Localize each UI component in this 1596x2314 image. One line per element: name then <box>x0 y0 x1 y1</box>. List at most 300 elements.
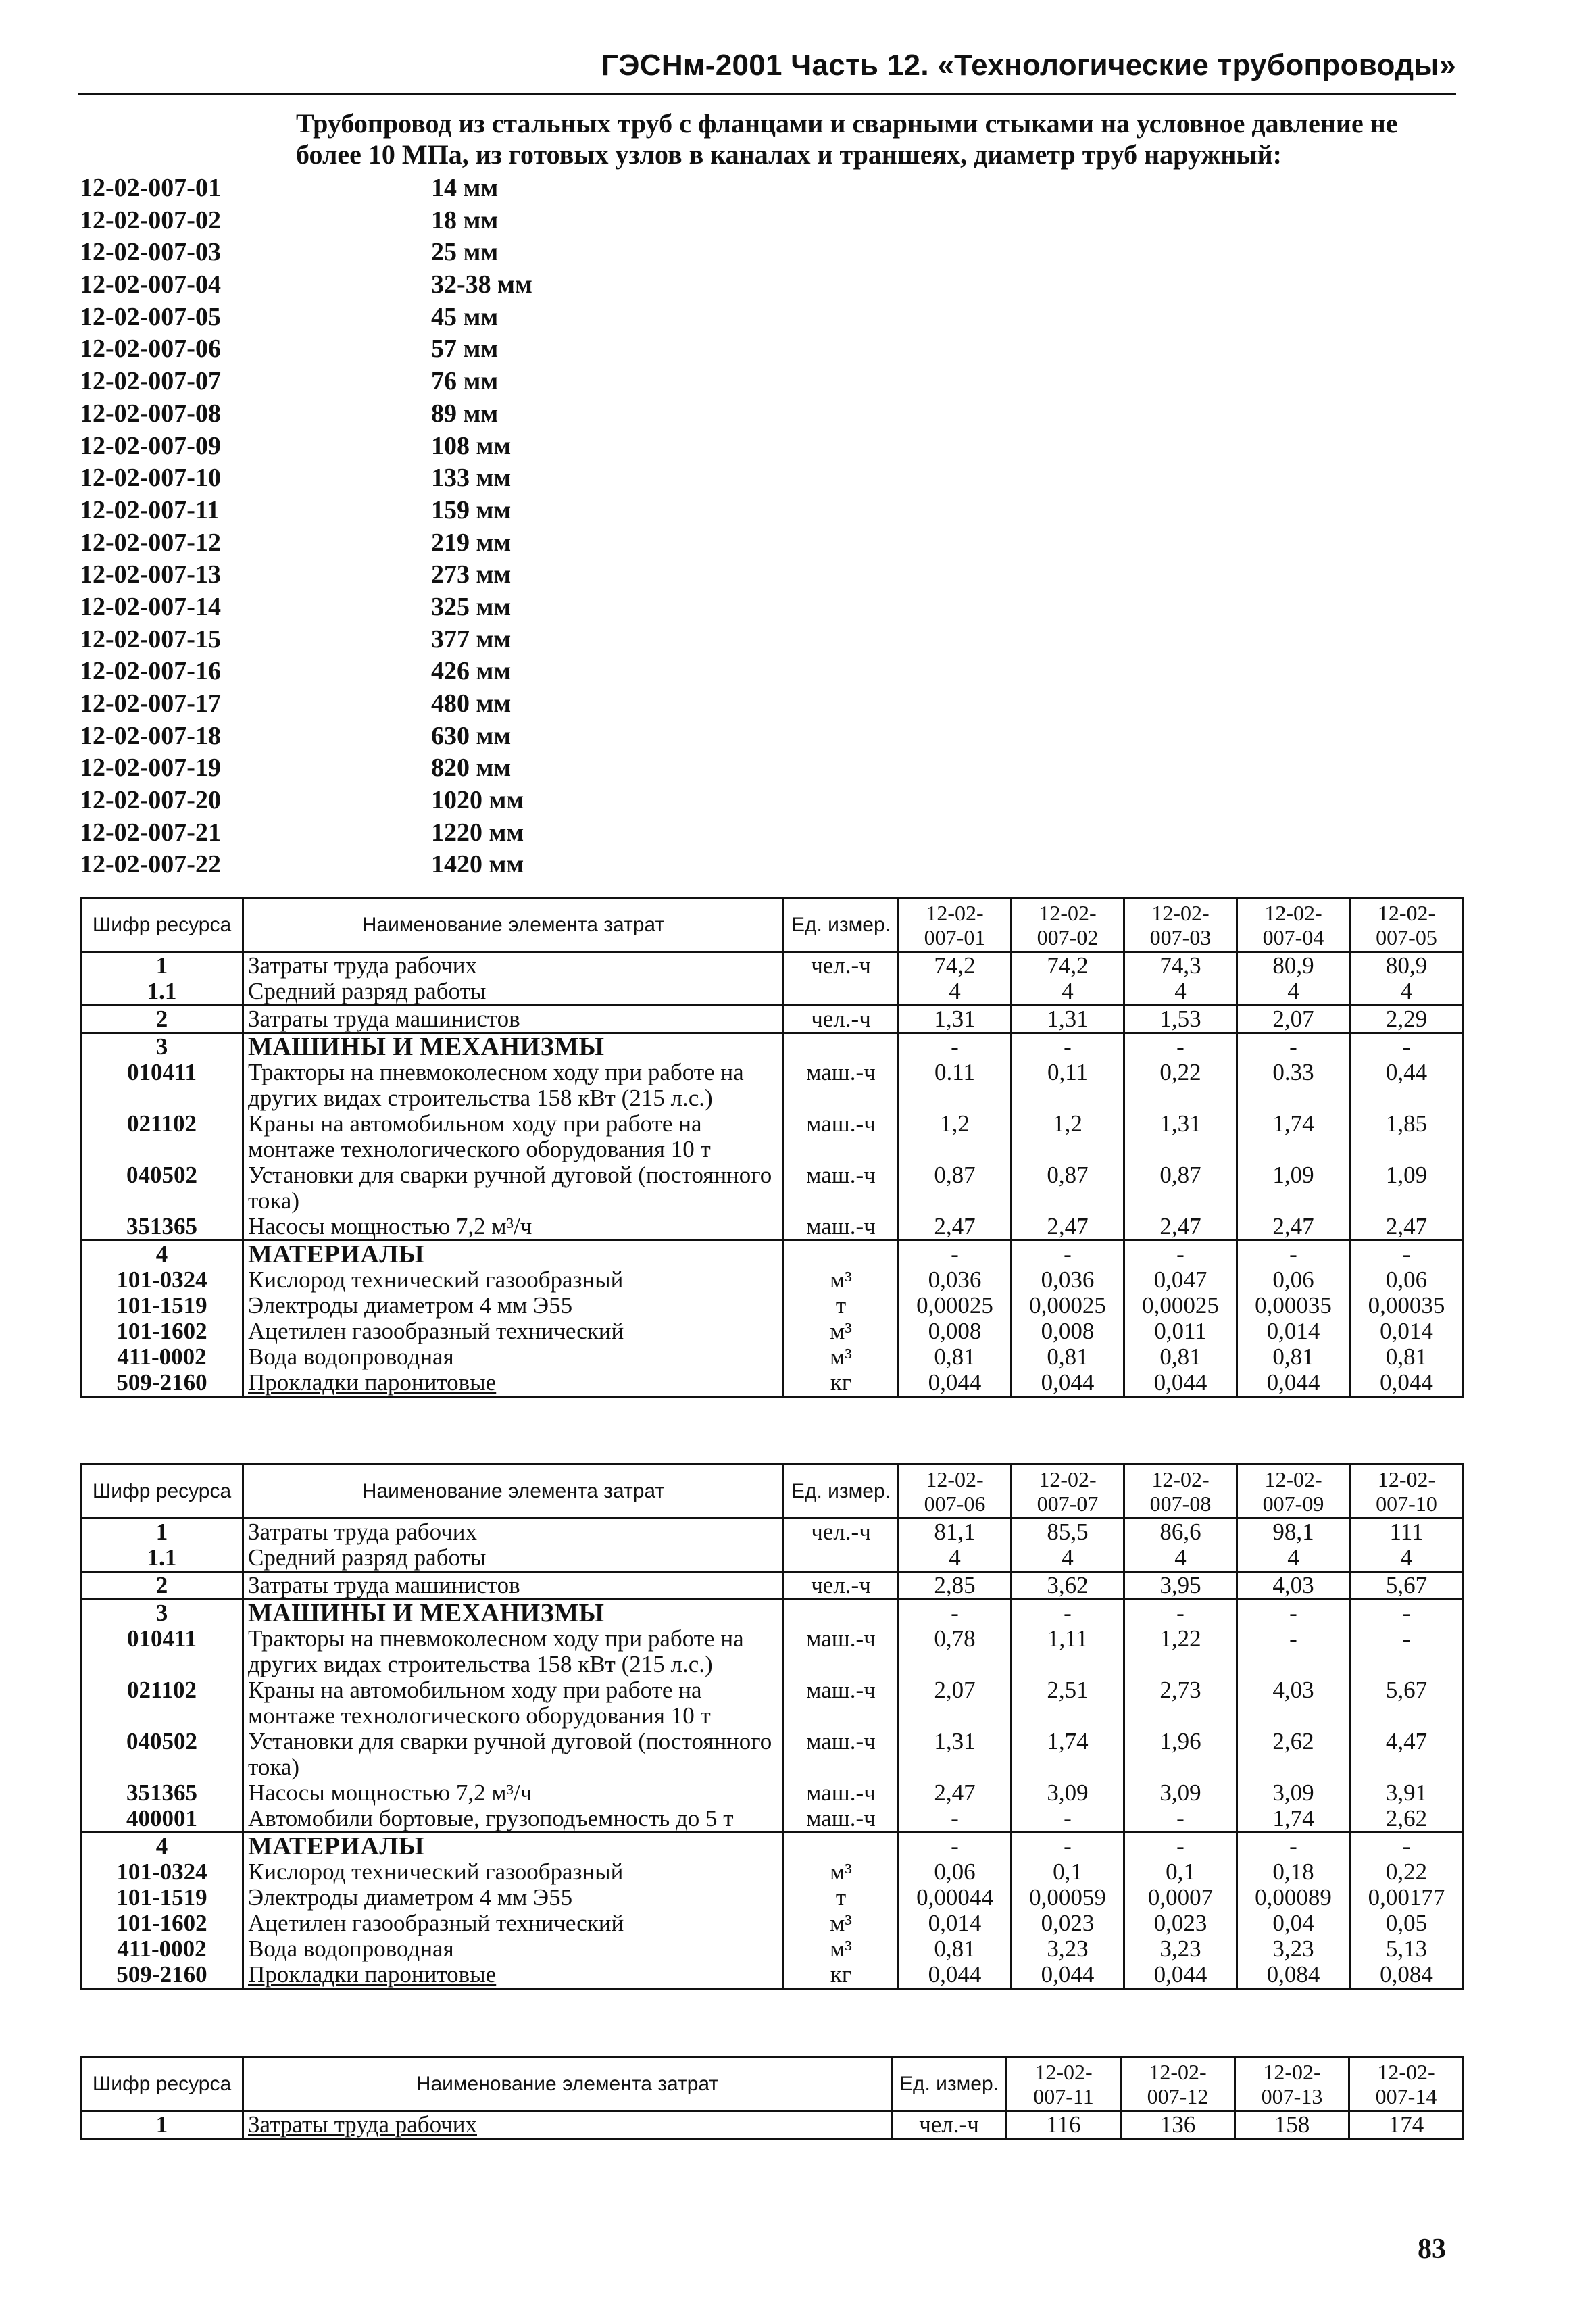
table-row <box>81 1729 1464 1780</box>
value-cell: 0,11 <box>1012 1060 1124 1111</box>
value-cell: 1,31 <box>1012 1006 1124 1033</box>
code-list-item <box>80 527 512 560</box>
value-cell: 0,22 <box>1124 1060 1237 1111</box>
value-cell: 2,47 <box>1124 1214 1237 1241</box>
unit-cell: м³ <box>784 1319 899 1344</box>
column-header-norm-code: 12-02- 007-07 <box>1012 1464 1124 1519</box>
value-cell: 5,13 <box>1350 1936 1464 1962</box>
value-cell: 1,31 <box>899 1006 1012 1033</box>
table-row <box>81 1214 1464 1241</box>
value-cell: 0,81 <box>1237 1344 1350 1370</box>
element-name-cell: Электроды диаметром 4 мм Э55 <box>243 1293 784 1319</box>
value-cell: 80,9 <box>1237 952 1350 979</box>
element-name-cell: Прокладки паронитовые <box>243 1962 784 1989</box>
element-name-cell: Электроды диаметром 4 мм Э55 <box>243 1885 784 1911</box>
element-name-cell: Тракторы на пневмоколесном ходу при работе на других видах строительства 158 кВт (215 л.с.) <box>243 1060 784 1111</box>
value-cell: - <box>1237 1033 1350 1060</box>
pipe-diameter: 76 мм <box>431 367 499 396</box>
value-cell: - <box>1124 1241 1237 1268</box>
element-name-cell: Насосы мощностью 7,2 м³/ч <box>243 1780 784 1806</box>
pipe-diameter: 57 мм <box>431 335 499 364</box>
value-cell: - <box>899 1241 1012 1268</box>
value-cell: 0,00025 <box>1124 1293 1237 1319</box>
value-cell: 4 <box>1350 979 1464 1006</box>
unit-cell: т <box>784 1293 899 1319</box>
code-list-item <box>80 752 512 785</box>
unit-cell: маш.-ч <box>784 1677 899 1729</box>
value-cell: - <box>1237 1833 1350 1860</box>
code-list-item <box>80 688 512 720</box>
value-cell: - <box>1012 1806 1124 1833</box>
value-cell: - <box>1350 1626 1464 1677</box>
pipe-diameter: 108 мм <box>431 431 512 460</box>
value-cell: 0,084 <box>1237 1962 1350 1989</box>
value-cell: - <box>1012 1241 1124 1268</box>
norm-code: 12-02-007-15 <box>80 624 221 654</box>
value-cell: 0,014 <box>1237 1319 1350 1344</box>
norm-code-list <box>80 172 532 881</box>
code-list-item <box>80 495 512 527</box>
column-header-norm-code: 12-02- 007-13 <box>1235 2057 1349 2111</box>
section-intro: Трубопровод из стальных труб с фланцами и сварными стыками на условное давление не более 10 МПа, из готовых узлов в каналах и траншеях, диаметр труб наружный: <box>296 108 1398 170</box>
unit-cell: кг <box>784 1370 899 1397</box>
element-name-cell: Затраты труда рабочих <box>243 1519 784 1546</box>
value-cell: 74,3 <box>1124 952 1237 979</box>
unit-cell: маш.-ч <box>784 1060 899 1111</box>
value-cell: 0,22 <box>1350 1859 1464 1885</box>
table-row <box>81 1111 1464 1162</box>
unit-cell: маш.-ч <box>784 1729 899 1780</box>
pipe-diameter: 159 мм <box>431 495 512 524</box>
table-row <box>81 1060 1464 1111</box>
table-row <box>81 1600 1464 1627</box>
column-header-norm-code: 12-02- 007-08 <box>1124 1464 1237 1519</box>
code-list-item <box>80 559 512 591</box>
code-list-item <box>80 849 524 881</box>
column-header-norm-code: 12-02- 007-11 <box>1007 2057 1121 2111</box>
norm-code: 12-02-007-01 <box>80 174 221 202</box>
element-name-cell: Тракторы на пневмоколесном ходу при работе на других видах строительства 158 кВт (215 л.с.) <box>243 1626 784 1677</box>
resource-code-cell: 3 <box>81 1033 243 1060</box>
pipe-diameter: 32-38 мм <box>431 270 532 299</box>
value-cell: 4,03 <box>1237 1677 1350 1729</box>
norm-code: 12-02-007-13 <box>80 560 221 589</box>
unit-cell <box>784 1241 899 1268</box>
element-name-cell: Затраты труда рабочих <box>243 952 784 979</box>
value-cell: 3,23 <box>1237 1936 1350 1962</box>
value-cell: 1,31 <box>899 1729 1012 1780</box>
pipe-diameter: 89 мм <box>431 399 499 428</box>
column-header-resource-code: Шифр ресурса <box>81 898 243 952</box>
value-cell: 0,00177 <box>1350 1885 1464 1911</box>
resource-code-cell: 351365 <box>81 1214 243 1241</box>
value-cell: 0,06 <box>1237 1267 1350 1293</box>
resource-table <box>80 2056 1464 2140</box>
value-cell: 1,31 <box>1124 1111 1237 1162</box>
unit-cell: м³ <box>784 1936 899 1962</box>
resource-code-cell: 021102 <box>81 1677 243 1729</box>
value-cell: - <box>1124 1600 1237 1627</box>
value-cell: - <box>1124 1833 1237 1860</box>
value-cell: 0,06 <box>1350 1267 1464 1293</box>
value-cell: 4 <box>899 1545 1012 1572</box>
table-row <box>81 1545 1464 1572</box>
table-row <box>81 952 1464 979</box>
value-cell: 0,78 <box>899 1626 1012 1677</box>
norm-code: 12-02-007-09 <box>80 431 221 460</box>
column-header-norm-code: 12-02- 007-14 <box>1349 2057 1464 2111</box>
value-cell: 0,81 <box>1012 1344 1124 1370</box>
column-header-element-name: Наименование элемента затрат <box>243 1464 784 1519</box>
column-header-resource-code: Шифр ресурса <box>81 2057 243 2111</box>
value-cell: 81,1 <box>899 1519 1012 1546</box>
resource-code-cell: 2 <box>81 1572 243 1600</box>
value-cell: 4 <box>1237 1545 1350 1572</box>
code-list-item <box>80 656 512 688</box>
value-cell: 174 <box>1349 2111 1464 2139</box>
value-cell: - <box>1012 1833 1124 1860</box>
column-header-norm-code: 12-02- 007-12 <box>1121 2057 1235 2111</box>
code-list-item <box>80 720 512 753</box>
table-row <box>81 1677 1464 1729</box>
table-row <box>81 1626 1464 1677</box>
element-name-cell: МАТЕРИАЛЫ <box>243 1241 784 1268</box>
value-cell: 0,18 <box>1237 1859 1350 1885</box>
value-cell: - <box>1124 1033 1237 1060</box>
pipe-diameter: 133 мм <box>431 464 512 493</box>
element-name-cell: Краны на автомобильном ходу при работе на монтаже технологического оборудования 10 т <box>243 1111 784 1162</box>
resource-code-cell: 101-1602 <box>81 1911 243 1936</box>
table-row <box>81 1885 1464 1911</box>
resource-code-cell: 351365 <box>81 1780 243 1806</box>
code-list-item <box>80 624 512 656</box>
code-list-item <box>80 333 499 366</box>
norm-code: 12-02-007-10 <box>80 464 221 493</box>
norm-code: 12-02-007-18 <box>80 721 221 750</box>
resource-code-cell: 010411 <box>81 1060 243 1111</box>
element-name-cell: Средний разряд работы <box>243 1545 784 1572</box>
value-cell: 0,023 <box>1124 1911 1237 1936</box>
value-cell: 0,00035 <box>1237 1293 1350 1319</box>
value-cell: 2,47 <box>1350 1214 1464 1241</box>
value-cell: 0,1 <box>1124 1859 1237 1885</box>
code-list-item <box>80 205 499 237</box>
unit-cell: чел.-ч <box>892 2111 1007 2139</box>
value-cell: 4,03 <box>1237 1572 1350 1600</box>
value-cell: 2,62 <box>1237 1729 1350 1780</box>
unit-cell: маш.-ч <box>784 1162 899 1214</box>
norm-code: 12-02-007-07 <box>80 367 221 396</box>
element-name-cell: МАШИНЫ И МЕХАНИЗМЫ <box>243 1600 784 1627</box>
pipe-diameter: 480 мм <box>431 689 512 718</box>
value-cell: 2,47 <box>899 1214 1012 1241</box>
value-cell: 1,2 <box>899 1111 1012 1162</box>
value-cell: 1,22 <box>1124 1626 1237 1677</box>
value-cell: 0,036 <box>899 1267 1012 1293</box>
value-cell: 0.33 <box>1237 1060 1350 1111</box>
element-name-cell: Затраты труда рабочих <box>243 2111 892 2139</box>
resource-code-cell: 101-0324 <box>81 1267 243 1293</box>
value-cell: 85,5 <box>1012 1519 1124 1546</box>
unit-cell: чел.-ч <box>784 1519 899 1546</box>
value-cell: 4,47 <box>1350 1729 1464 1780</box>
norm-code: 12-02-007-19 <box>80 754 221 783</box>
value-cell: 0,87 <box>1012 1162 1124 1214</box>
element-name-cell: Кислород технический газообразный <box>243 1859 784 1885</box>
resource-code-cell: 509-2160 <box>81 1370 243 1397</box>
pipe-diameter: 377 мм <box>431 624 512 654</box>
table-row <box>81 1293 1464 1319</box>
value-cell: 0,05 <box>1350 1911 1464 1936</box>
value-cell: 0,011 <box>1124 1319 1237 1344</box>
value-cell: 0,00089 <box>1237 1885 1350 1911</box>
pipe-diameter: 14 мм <box>431 174 499 202</box>
value-cell: 111 <box>1350 1519 1464 1546</box>
value-cell: 80,9 <box>1350 952 1464 979</box>
code-list-item <box>80 398 499 430</box>
value-cell: 0,1 <box>1012 1859 1124 1885</box>
resource-code-cell: 2 <box>81 1006 243 1033</box>
table-row <box>81 1936 1464 1962</box>
norm-code: 12-02-007-02 <box>80 205 221 235</box>
column-header-norm-code: 12-02- 007-06 <box>899 1464 1012 1519</box>
value-cell: 0,87 <box>899 1162 1012 1214</box>
value-cell: 5,67 <box>1350 1677 1464 1729</box>
value-cell: 4 <box>1012 979 1124 1006</box>
value-cell: 3,09 <box>1124 1780 1237 1806</box>
value-cell: 3,23 <box>1012 1936 1124 1962</box>
unit-cell <box>784 979 899 1006</box>
element-name-cell: Установки для сварки ручной дуговой (постоянного тока) <box>243 1162 784 1214</box>
value-cell: - <box>1350 1033 1464 1060</box>
resource-code-cell: 101-0324 <box>81 1859 243 1885</box>
unit-cell: м³ <box>784 1859 899 1885</box>
element-name-cell: Насосы мощностью 7,2 м³/ч <box>243 1214 784 1241</box>
table-row <box>81 1241 1464 1268</box>
norm-code: 12-02-007-04 <box>80 270 221 299</box>
resource-code-cell: 4 <box>81 1833 243 1860</box>
value-cell: 0,044 <box>1350 1370 1464 1397</box>
unit-cell: маш.-ч <box>784 1214 899 1241</box>
value-cell: - <box>1237 1600 1350 1627</box>
pipe-diameter: 630 мм <box>431 721 512 750</box>
value-cell: 0,87 <box>1124 1162 1237 1214</box>
value-cell: 1,85 <box>1350 1111 1464 1162</box>
value-cell: 1,74 <box>1237 1111 1350 1162</box>
table-row <box>81 1962 1464 1989</box>
norm-code: 12-02-007-08 <box>80 399 221 428</box>
value-cell: 0,44 <box>1350 1060 1464 1111</box>
table-row <box>81 979 1464 1006</box>
resource-code-cell: 4 <box>81 1241 243 1268</box>
value-cell: 0,00044 <box>899 1885 1012 1911</box>
value-cell: - <box>1012 1033 1124 1060</box>
value-cell: 3,62 <box>1012 1572 1124 1600</box>
pipe-diameter: 45 мм <box>431 302 499 331</box>
page-number: 83 <box>1418 2234 1446 2265</box>
value-cell: 4 <box>1237 979 1350 1006</box>
table-row <box>81 1572 1464 1600</box>
value-cell: 0,014 <box>1350 1319 1464 1344</box>
pipe-diameter: 426 мм <box>431 657 512 686</box>
value-cell: 2,62 <box>1350 1806 1464 1833</box>
element-name-cell: Ацетилен газообразный технический <box>243 1911 784 1936</box>
value-cell: 0,00059 <box>1012 1885 1124 1911</box>
value-cell: 1,2 <box>1012 1111 1124 1162</box>
value-cell: 3,09 <box>1237 1780 1350 1806</box>
value-cell: 1,09 <box>1237 1162 1350 1214</box>
table-row <box>81 1806 1464 1833</box>
value-cell: 3,23 <box>1124 1936 1237 1962</box>
value-cell: 74,2 <box>1012 952 1124 979</box>
element-name-cell: Вода водопроводная <box>243 1344 784 1370</box>
value-cell: 158 <box>1235 2111 1349 2139</box>
value-cell: 0,044 <box>899 1370 1012 1397</box>
value-cell: 0,04 <box>1237 1911 1350 1936</box>
resource-code-cell: 411-0002 <box>81 1936 243 1962</box>
unit-cell: чел.-ч <box>784 1006 899 1033</box>
value-cell: 98,1 <box>1237 1519 1350 1546</box>
code-list-item <box>80 366 499 398</box>
element-name-cell: Вода водопроводная <box>243 1936 784 1962</box>
resource-code-cell: 101-1519 <box>81 1293 243 1319</box>
resource-code-cell: 509-2160 <box>81 1962 243 1989</box>
table-row <box>81 1319 1464 1344</box>
resource-code-cell: 3 <box>81 1600 243 1627</box>
value-cell: 0,047 <box>1124 1267 1237 1293</box>
value-cell: - <box>899 1806 1012 1833</box>
column-header-norm-code: 12-02- 007-02 <box>1012 898 1124 952</box>
element-name-cell: Ацетилен газообразный технический <box>243 1319 784 1344</box>
column-header-element-name: Наименование элемента затрат <box>243 2057 892 2111</box>
pipe-diameter: 273 мм <box>431 560 512 589</box>
element-name-cell: МАШИНЫ И МЕХАНИЗМЫ <box>243 1033 784 1060</box>
value-cell: 4 <box>1012 1545 1124 1572</box>
value-cell: 4 <box>1350 1545 1464 1572</box>
code-list-item <box>80 430 512 463</box>
code-list-item <box>80 301 499 334</box>
unit-cell <box>784 1833 899 1860</box>
norm-code: 12-02-007-21 <box>80 818 221 847</box>
value-cell: 0,084 <box>1350 1962 1464 1989</box>
value-cell: 0,81 <box>899 1936 1012 1962</box>
resource-code-cell: 1 <box>81 2111 243 2139</box>
unit-cell: чел.-ч <box>784 952 899 979</box>
value-cell: 86,6 <box>1124 1519 1237 1546</box>
value-cell: 0,008 <box>1012 1319 1124 1344</box>
value-cell: 1,96 <box>1124 1729 1237 1780</box>
value-cell: 3,95 <box>1124 1572 1237 1600</box>
code-list-item <box>80 237 499 269</box>
value-cell: 0,044 <box>1237 1370 1350 1397</box>
header-rule <box>78 93 1456 95</box>
unit-cell <box>784 1600 899 1627</box>
norm-code: 12-02-007-11 <box>80 495 220 524</box>
pipe-diameter: 325 мм <box>431 592 512 621</box>
unit-cell: маш.-ч <box>784 1780 899 1806</box>
unit-cell: м³ <box>784 1911 899 1936</box>
resource-code-cell: 021102 <box>81 1111 243 1162</box>
column-header-norm-code: 12-02- 007-03 <box>1124 898 1237 952</box>
pipe-diameter: 1020 мм <box>431 786 524 815</box>
resource-code-cell: 411-0002 <box>81 1344 243 1370</box>
column-header-norm-code: 12-02- 007-10 <box>1350 1464 1464 1519</box>
unit-cell: м³ <box>784 1344 899 1370</box>
value-cell: 2,51 <box>1012 1677 1124 1729</box>
pipe-diameter: 1220 мм <box>431 818 524 847</box>
value-cell: 0,00025 <box>899 1293 1012 1319</box>
resource-table <box>80 1463 1464 1990</box>
value-cell: - <box>1012 1600 1124 1627</box>
norm-code: 12-02-007-06 <box>80 335 221 364</box>
table-row <box>81 1344 1464 1370</box>
resource-code-cell: 101-1519 <box>81 1885 243 1911</box>
table-row <box>81 1859 1464 1885</box>
value-cell: - <box>899 1600 1012 1627</box>
table-row <box>81 2111 1464 2139</box>
norm-code: 12-02-007-20 <box>80 786 221 815</box>
value-cell: 0.11 <box>899 1060 1012 1111</box>
value-cell: - <box>899 1033 1012 1060</box>
column-header-element-name: Наименование элемента затрат <box>243 898 784 952</box>
value-cell: 5,67 <box>1350 1572 1464 1600</box>
resource-code-cell: 400001 <box>81 1806 243 1833</box>
table-row <box>81 1519 1464 1546</box>
element-name-cell: Автомобили бортовые, грузоподъемность до 5 т <box>243 1806 784 1833</box>
resource-code-cell: 101-1602 <box>81 1319 243 1344</box>
table-row <box>81 1911 1464 1936</box>
value-cell: 0,81 <box>1124 1344 1237 1370</box>
value-cell: - <box>1350 1600 1464 1627</box>
value-cell: - <box>1350 1241 1464 1268</box>
norm-code: 12-02-007-14 <box>80 592 221 621</box>
table-row <box>81 1162 1464 1214</box>
resource-code-cell: 010411 <box>81 1626 243 1677</box>
code-list-item <box>80 172 499 205</box>
element-name-cell: Затраты труда машинистов <box>243 1572 784 1600</box>
page-header-title: ГЭСНм-2001 Часть 12. «Технологические трубопроводы» <box>601 49 1456 82</box>
value-cell: 4 <box>1124 979 1237 1006</box>
element-name-cell: Прокладки паронитовые <box>243 1370 784 1397</box>
code-list-item <box>80 591 512 624</box>
value-cell: 1,53 <box>1124 1006 1237 1033</box>
value-cell: 0,06 <box>899 1859 1012 1885</box>
unit-cell: чел.-ч <box>784 1572 899 1600</box>
table-row <box>81 1833 1464 1860</box>
value-cell: - <box>1237 1241 1350 1268</box>
value-cell: 0,0007 <box>1124 1885 1237 1911</box>
table-row <box>81 1780 1464 1806</box>
element-name-cell: МАТЕРИАЛЫ <box>243 1833 784 1860</box>
element-name-cell: Установки для сварки ручной дуговой (постоянного тока) <box>243 1729 784 1780</box>
element-name-cell: Затраты труда машинистов <box>243 1006 784 1033</box>
unit-cell: маш.-ч <box>784 1806 899 1833</box>
value-cell: 2,07 <box>899 1677 1012 1729</box>
resource-table <box>80 897 1464 1398</box>
unit-cell: м³ <box>784 1267 899 1293</box>
column-header-resource-code: Шифр ресурса <box>81 1464 243 1519</box>
column-header-norm-code: 12-02- 007-01 <box>899 898 1012 952</box>
norm-code: 12-02-007-17 <box>80 689 221 718</box>
value-cell: - <box>899 1833 1012 1860</box>
unit-cell: кг <box>784 1962 899 1989</box>
value-cell: 0,00035 <box>1350 1293 1464 1319</box>
column-header-unit: Ед. измер. <box>784 1464 899 1519</box>
value-cell: 0,81 <box>1350 1344 1464 1370</box>
norm-code: 12-02-007-22 <box>80 850 221 879</box>
value-cell: 2,47 <box>1012 1214 1124 1241</box>
value-cell: 4 <box>899 979 1012 1006</box>
